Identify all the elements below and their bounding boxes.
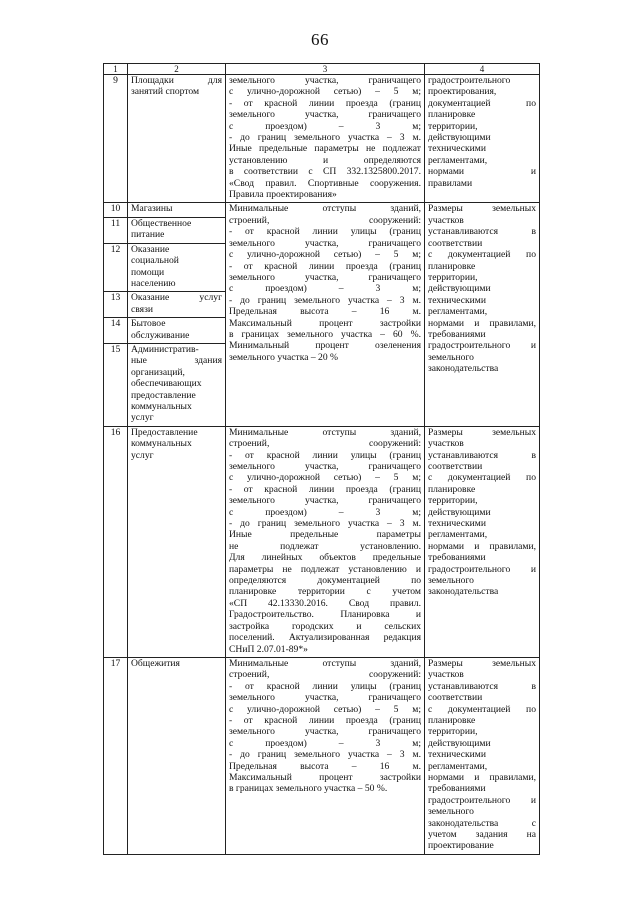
cell-line: Максимальный процент застройки	[229, 317, 421, 329]
cell-line: питание	[131, 229, 165, 241]
cell-line: с улично-дорожной сетью) – 5 м;	[229, 472, 421, 484]
cell-line: градостроительного	[428, 75, 511, 86]
cell-line: правилами	[428, 177, 473, 189]
cell-line: - от красной линии улицы (границ	[229, 449, 421, 461]
use-name-cell	[128, 292, 226, 318]
cell-line: документацией по планировке	[428, 97, 536, 121]
row-number: 16	[104, 426, 128, 657]
cell-line: - до границ земельного участка – 3 м.	[229, 132, 421, 144]
cell-line: Минимальные отступы зданий,	[229, 426, 421, 438]
table-header-row	[104, 64, 540, 75]
header-cell: 1	[104, 64, 128, 75]
cell-line: с проездом) – 3 м;	[229, 120, 421, 132]
cell-line: земельного законодательства с	[428, 806, 536, 829]
cell-line: обслуживание	[131, 329, 190, 341]
cell-line: - от красной линии проезда (границ	[229, 714, 421, 726]
cell-line: застройка городских и сельских	[229, 620, 421, 632]
cell-line: проектирования,	[428, 86, 497, 98]
row-number: 9	[104, 75, 128, 203]
cell-line: поселений. Актуализированная редакция	[229, 632, 421, 644]
row-number: 10	[104, 203, 128, 217]
use-name-cell	[128, 318, 226, 344]
cell-line: Общежития	[131, 657, 180, 669]
cell-line: населению	[131, 277, 176, 289]
cell-line: учетом задания на	[428, 829, 536, 840]
cell-line: не подлежат установлению.	[229, 540, 421, 552]
cell-line: в соответствии с СП 332.1325800.2017.	[229, 166, 421, 178]
cell-line: земельного участка, граничащего	[229, 726, 421, 738]
cell-line: ные здания	[131, 355, 222, 367]
cell-line: - от красной линии проезда (границ	[229, 97, 421, 109]
parameters-cell	[226, 426, 425, 657]
cell-line: земельного участка, граничащего	[229, 237, 421, 249]
cell-line: строений, сооружений:	[229, 438, 421, 450]
cell-line: Максимальный процент застройки	[229, 771, 421, 783]
cell-line: Магазины	[131, 203, 173, 215]
row-number: 11	[104, 217, 128, 243]
cell-line: техническими регламентами,	[428, 749, 488, 772]
row-number: 14	[104, 318, 128, 344]
cell-line: с улично-дорожной сетью) – 5 м;	[229, 86, 421, 98]
cell-line: территории, действующими	[428, 120, 491, 144]
cell-line: Предельная высота – 16 м.	[229, 760, 421, 772]
cell-line: в границах земельного участка – 60 %.	[229, 328, 421, 340]
cell-line: Правила проектирования»	[229, 189, 337, 201]
cell-line: земельного законодательства	[428, 575, 499, 598]
cell-line: земельного участка, граничащего	[229, 461, 421, 472]
cell-line: услуг	[131, 412, 154, 424]
cell-line: Размеры земельных участков	[428, 203, 536, 226]
cell-line: с проездом) – 3 м;	[229, 506, 421, 518]
parameters-cell	[226, 203, 425, 426]
parameters-cell	[226, 657, 425, 854]
cell-line: социальной	[131, 255, 179, 267]
cell-line: помощи	[131, 266, 165, 278]
cell-line: Минимальные отступы зданий,	[229, 657, 421, 669]
cell-line: нормами и	[428, 166, 536, 178]
cell-line: «СП 42.13330.2016. Свод правил.	[229, 597, 421, 609]
cell-line: занятий спортом	[131, 86, 200, 98]
cell-line: - до границ земельного участка – 3 м.	[229, 749, 421, 761]
cell-line: Минимальный процент озеленения	[229, 340, 421, 352]
cell-line: обеспечивающих	[131, 378, 202, 390]
cell-line: нормами и правилами,	[428, 771, 536, 783]
use-name-cell	[128, 426, 226, 657]
cell-line: земельного участка, граничащего	[229, 692, 421, 704]
row-number: 15	[104, 343, 128, 426]
requirements-cell	[425, 203, 540, 426]
header-cell: 3	[226, 64, 425, 75]
cell-line: Общественное	[131, 217, 192, 229]
cell-line: Минимальные отступы зданий,	[229, 203, 421, 215]
table-row	[104, 75, 540, 203]
table-row	[104, 426, 540, 657]
cell-line: - до границ земельного участка – 3 м.	[229, 518, 421, 530]
cell-line: - от красной линии проезда (границ	[229, 260, 421, 272]
cell-line: земельного участка, граничащего	[229, 75, 421, 86]
cell-line: предоставление	[131, 389, 196, 401]
cell-line: нормами и правилами,	[428, 317, 536, 329]
cell-line: Оказание	[131, 243, 170, 255]
cell-line: Административ-	[131, 343, 199, 355]
cell-line: СНиП 2.07.01-89*»	[229, 643, 308, 655]
cell-line: устанавливаются в соответствии	[428, 449, 536, 472]
cell-line: техническими регламентами,	[428, 143, 488, 166]
cell-line: устанавливаются в соответствии	[428, 680, 536, 704]
cell-line: организаций,	[131, 366, 185, 378]
cell-line: - от красной линии улицы (границ	[229, 226, 421, 238]
cell-line: с документацией по планировке	[428, 703, 536, 726]
cell-line: Иные предельные параметры	[229, 529, 421, 541]
cell-line: «Свод правил. Спортивные сооружения.	[229, 177, 421, 189]
cell-line: Размеры земельных участков	[428, 426, 536, 450]
header-cell: 4	[425, 64, 540, 75]
cell-line: Предоставление	[131, 426, 198, 438]
cell-line: услуг	[131, 449, 154, 461]
row-number: 12	[104, 243, 128, 292]
cell-line: территории, действующими	[428, 271, 491, 295]
cell-line: определяются документацией по	[229, 575, 421, 587]
cell-line: - от красной линии проезда (границ	[229, 483, 421, 495]
use-name-cell	[128, 203, 226, 217]
parameters-cell	[226, 75, 425, 203]
cell-line: устанавливаются в соответствии	[428, 226, 536, 249]
cell-line: Иные предельные параметры не подлежат	[229, 143, 421, 155]
cell-line: градостроительного и	[428, 563, 536, 575]
cell-line: Оказание услуг	[131, 292, 222, 304]
cell-line: земельного участка – 20 %	[229, 351, 339, 363]
cell-line: техническими регламентами,	[428, 294, 488, 318]
cell-line: Для линейных объектов предельные	[229, 552, 421, 564]
cell-line: с проездом) – 3 м;	[229, 283, 421, 295]
cell-line: с проездом) – 3 м;	[229, 737, 421, 749]
cell-line: коммунальных	[131, 400, 192, 412]
cell-line: земельного участка, граничащего	[229, 109, 421, 121]
cell-line: коммунальных	[131, 438, 192, 450]
header-cell: 2	[128, 64, 226, 75]
row-number: 13	[104, 292, 128, 318]
use-name-cell	[128, 217, 226, 243]
requirements-cell	[425, 426, 540, 657]
cell-line: строений, сооружений:	[229, 669, 421, 681]
cell-line: установлению и определяются	[229, 154, 421, 166]
table-row	[104, 203, 540, 217]
cell-line: с улично-дорожной сетью) – 5 м;	[229, 249, 421, 261]
cell-line: техническими регламентами,	[428, 518, 488, 541]
use-name-cell	[128, 343, 226, 426]
cell-line: Бытовое	[131, 318, 166, 330]
requirements-cell	[425, 657, 540, 854]
cell-line: проектирование	[428, 840, 494, 852]
cell-line: Предельная высота – 16 м.	[229, 306, 421, 318]
cell-line: территории, действующими	[428, 495, 491, 518]
cell-line: земельного участка, граничащего	[229, 495, 421, 507]
cell-line: строений, сооружений:	[229, 214, 421, 226]
cell-line: с документацией по планировке	[428, 472, 536, 495]
cell-line: Площадки для	[131, 75, 222, 86]
cell-line: с улично-дорожной сетью) – 5 м;	[229, 703, 421, 715]
cell-line: Градостроительство. Планировка и	[229, 609, 421, 621]
row-number: 17	[104, 657, 128, 854]
cell-line: земельного участка, граничащего	[229, 271, 421, 283]
cell-line: с документацией по планировке	[428, 249, 536, 272]
cell-line: требованиями	[428, 328, 486, 340]
use-name-cell	[128, 75, 226, 203]
cell-line: территории, действующими	[428, 726, 491, 749]
cell-line: параметры не подлежат установлению и	[229, 563, 421, 575]
cell-line: земельного законодательства	[428, 351, 499, 375]
requirements-cell	[425, 75, 540, 203]
cell-line: в границах земельного участка – 50 %.	[229, 783, 388, 795]
use-name-cell	[128, 657, 226, 854]
cell-line: Размеры земельных участков	[428, 657, 536, 681]
cell-line: градостроительного и	[428, 794, 536, 806]
cell-line: - от красной линии улицы (границ	[229, 680, 421, 692]
cell-line: связи	[131, 303, 153, 315]
cell-line: требованиями	[428, 552, 486, 564]
page-number: 66	[311, 30, 329, 49]
cell-line: градостроительного и	[428, 340, 536, 352]
cell-line: планировке территории с учетом	[229, 586, 421, 598]
cell-line: требованиями	[428, 783, 486, 795]
regulations-table	[103, 63, 540, 855]
cell-line: нормами и правилами,	[428, 540, 536, 552]
table-row	[104, 657, 540, 854]
use-name-cell	[128, 243, 226, 292]
cell-line: - до границ земельного участка – 3 м.	[229, 294, 421, 306]
